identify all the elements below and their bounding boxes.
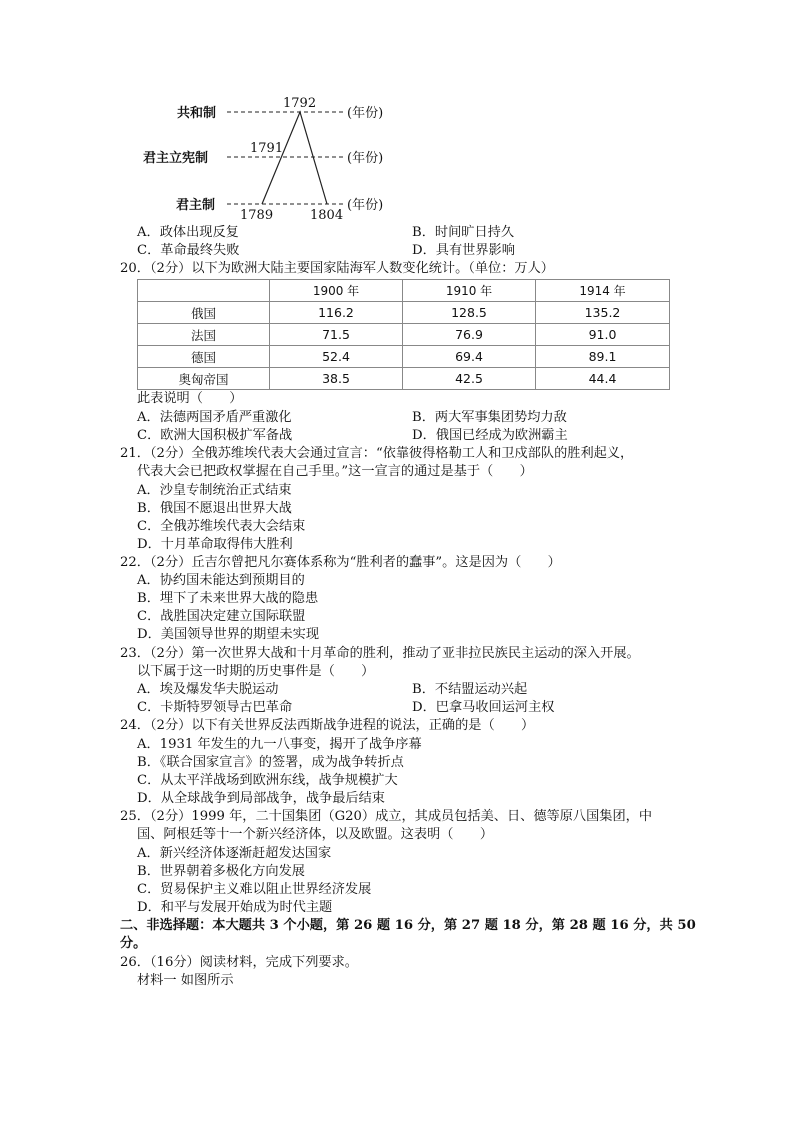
- q20-option-c: C．欧洲大国积极扩军备战: [137, 428, 293, 443]
- table-header-cell: 1910 年: [403, 280, 536, 302]
- table-cell: 116.2: [270, 302, 403, 324]
- q21-option-b: B．俄国不愿退出世界大战: [137, 501, 292, 516]
- q23-option-b: B．不结盟运动兴起: [412, 682, 528, 697]
- q22-option-d: D．美国领导世界的期望未实现: [137, 627, 320, 642]
- army-size-table: [137, 279, 670, 390]
- q24-option-b: B．《联合国家宣言》的签署，成为战争转折点: [137, 755, 404, 770]
- suffix-monarchy: (年份): [347, 198, 384, 213]
- table-cell: 89.1: [536, 346, 670, 368]
- q23-option-c: C．卡斯特罗领导古巴革命: [137, 700, 293, 715]
- table-row: [138, 368, 670, 390]
- table-row: [138, 324, 670, 346]
- q25-stem-line2: 国、阿根廷等十一个新兴经济体，以及欧盟。这表明（ ）: [137, 827, 494, 842]
- table-cell: 76.9: [403, 324, 536, 346]
- q19-option-c: C．革命最终失败: [137, 243, 240, 258]
- year-1789: 1789: [240, 208, 274, 223]
- q19-option-b: B．时间旷日持久: [412, 225, 515, 240]
- table-cell: 52.4: [270, 346, 403, 368]
- table-cell: 71.5: [270, 324, 403, 346]
- table-cell: 42.5: [403, 368, 536, 390]
- q25-option-a: A．新兴经济体逐渐赶超发达国家: [137, 846, 332, 861]
- q22-option-c: C．战胜国决定建立国际联盟: [137, 609, 306, 624]
- table-row: [138, 302, 670, 324]
- q24-option-c: C．从太平洋战场到欧洲东线，战争规模扩大: [137, 773, 398, 788]
- q25-option-c: C．贸易保护主义难以阻止世界经济发展: [137, 882, 372, 897]
- suffix-republic: (年份): [347, 106, 384, 121]
- q21-option-c: C．全俄苏维埃代表大会结束: [137, 519, 306, 534]
- table-cell: 128.5: [403, 302, 536, 324]
- section2-heading-line2: 分。: [120, 936, 147, 951]
- table-header-cell: [138, 280, 270, 302]
- q21-option-a: A．沙皇专制统治正式结束: [137, 483, 292, 498]
- table-row: [138, 346, 670, 368]
- q21-stem-line1: 21．（2分）全俄苏维埃代表大会通过宣言：“依靠彼得格勒工人和卫戍部队的胜利起义，: [120, 446, 634, 461]
- q20-after: 此表说明（ ）: [137, 391, 243, 406]
- table-cell: 135.2: [536, 302, 670, 324]
- q25-stem-line1: 25．（2分）1999 年，二十国集团（G20）成立，其成员包括美、日、德等原八国集团，中: [120, 809, 653, 824]
- q24-option-d: D．从全球战争到局部战争，战争最后结束: [137, 791, 385, 806]
- year-1804: 1804: [310, 208, 344, 223]
- section2-heading-line1: 二、非选择题：本大题共 3 个小题，第 26 题 16 分，第 27 题 18 分，第 28 题 16 分，共 50: [120, 918, 696, 933]
- political-system-diagram: [0, 0, 794, 230]
- q20-option-d: D．俄国已经成为欧洲霸主: [412, 428, 568, 443]
- q22-option-a: A．协约国未能达到预期目的: [137, 573, 305, 588]
- table-cell: 法国: [138, 324, 270, 346]
- q21-stem-line2: 代表大会已把政权掌握在自己手里。”这一宣言的通过是基于（ ）: [137, 464, 533, 479]
- q19-option-d: D．具有世界影响: [412, 243, 515, 258]
- q25-option-d: D．和平与发展开始成为时代主题: [137, 900, 333, 915]
- q26-material1: 材料一 如图所示: [137, 973, 234, 988]
- q19-option-a: A．政体出现反复: [137, 225, 239, 240]
- q26-stem: 26．（16分）阅读材料，完成下列要求。: [120, 955, 358, 970]
- label-monarchy: 君主制: [176, 198, 216, 213]
- table-header-row: [138, 280, 670, 302]
- q24-option-a: A．1931 年发生的九一八事变，揭开了战争序幕: [137, 737, 422, 752]
- table-cell: 91.0: [536, 324, 670, 346]
- regime-change-path: [262, 112, 327, 204]
- q23-stem-line1: 23．（2分）第一次世界大战和十月革命的胜利，推动了亚非拉民族民主运动的深入开展。: [120, 646, 640, 661]
- q24-stem: 24．（2分）以下有关世界反法西斯战争进程的说法，正确的是（ ）: [120, 718, 535, 733]
- suffix-constitutional: (年份): [347, 151, 384, 166]
- table-header-cell: 1914 年: [536, 280, 670, 302]
- q22-stem: 22．（2分）丘吉尔曾把凡尔赛体系称为“胜利者的蠢事”。这是因为（ ）: [120, 555, 561, 570]
- q23-option-d: D．巴拿马收回运河主权: [412, 700, 555, 715]
- table-cell: 俄国: [138, 302, 270, 324]
- table-cell: 奥匈帝国: [138, 368, 270, 390]
- table-header-cell: 1900 年: [270, 280, 403, 302]
- q20-option-a: A．法德两国矛盾严重激化: [137, 410, 292, 425]
- q23-option-a: A．埃及爆发华夫脱运动: [137, 682, 279, 697]
- q22-option-b: B．埋下了未来世界大战的隐患: [137, 591, 319, 606]
- table-cell: 38.5: [270, 368, 403, 390]
- q23-stem-line2: 以下属于这一时期的历史事件是（ ）: [137, 664, 375, 679]
- label-constitutional-monarchy: 君主立宪制: [143, 151, 209, 166]
- table-cell: 69.4: [403, 346, 536, 368]
- label-republic: 共和制: [177, 106, 217, 121]
- q21-option-d: D．十月革命取得伟大胜利: [137, 537, 293, 552]
- year-1792: 1792: [283, 96, 317, 111]
- table-cell: 德国: [138, 346, 270, 368]
- q25-option-b: B．世界朝着多极化方向发展: [137, 864, 305, 879]
- q20-stem: 20．（2分）以下为欧洲大陆主要国家陆海军人数变化统计。（单位：万人）: [120, 261, 554, 276]
- q20-option-b: B．两大军事集团势均力敌: [412, 410, 567, 425]
- year-1791: 1791: [250, 141, 284, 156]
- table-cell: 44.4: [536, 368, 670, 390]
